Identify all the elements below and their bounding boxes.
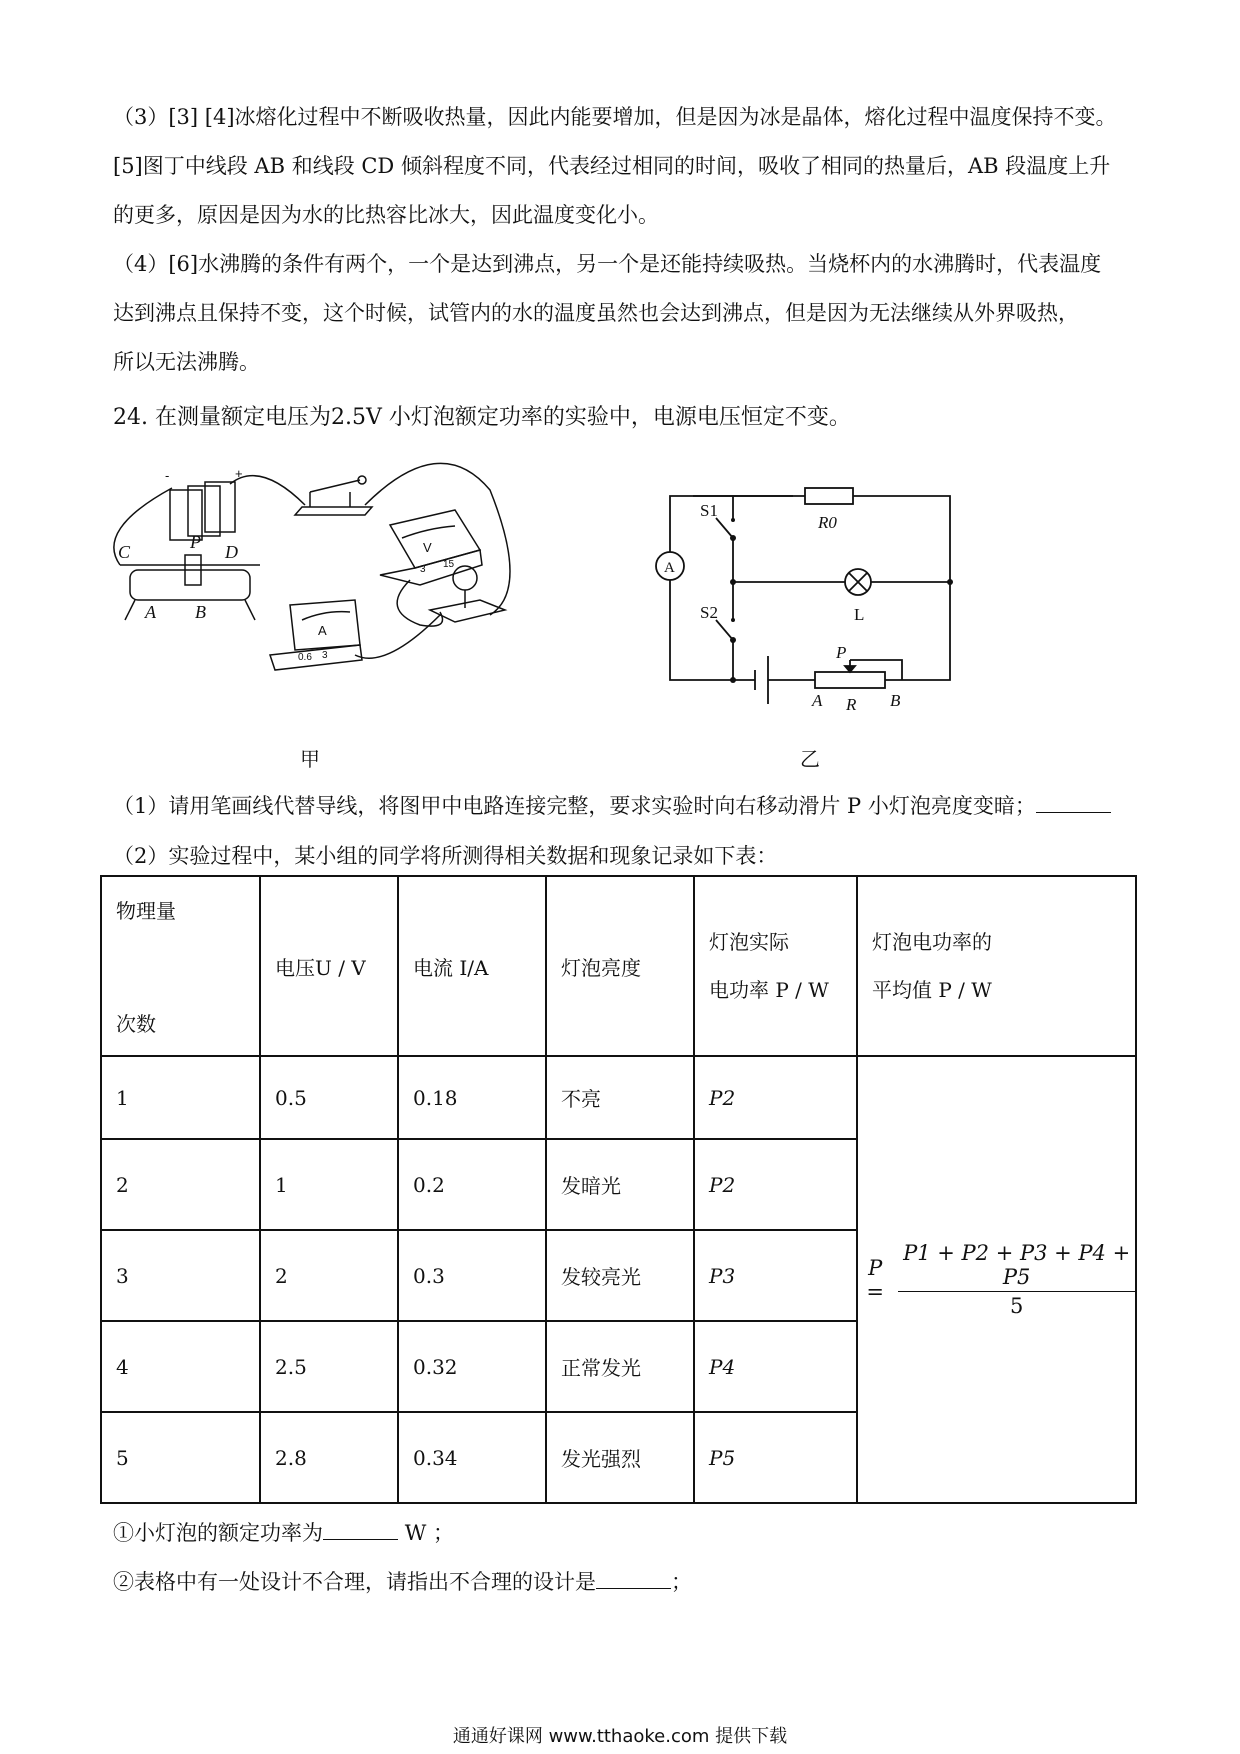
cell-b: 正常发光 <box>546 1321 694 1412</box>
cell-u: 0.5 <box>260 1056 398 1139</box>
label-p: P <box>836 643 847 662</box>
part1-label: （1）请用笔画线代替导线，将图甲中电路连接完整，要求实验时向右移动滑片 P 小灯泡亮度变暗； <box>113 794 1036 818</box>
label-a-06: 0.6 <box>298 652 312 663</box>
answer-1-suffix: W ； <box>404 1521 454 1545</box>
label-b: B <box>890 691 901 710</box>
answer-2 <box>113 1566 692 1596</box>
label-a-3: 3 <box>322 650 328 661</box>
label-voltmeter: V <box>423 540 432 555</box>
figure-yi-schematic <box>640 480 970 710</box>
formula-numerator: P1 + P2 + P3 + P4 + P5 <box>898 1241 1135 1292</box>
header-actual-power-l1: 灯泡实际 <box>709 930 789 954</box>
part2-text: （2）实验过程中，某小组的同学将所测得相关数据和现象记录如下表： <box>113 844 778 868</box>
lamp-base <box>430 600 505 622</box>
switch-s2-blade <box>716 620 733 640</box>
label-a: A <box>145 602 156 622</box>
label-r: R <box>846 695 857 710</box>
data-table <box>100 875 1137 1504</box>
label-minus: - <box>165 468 170 483</box>
resistor-r0 <box>805 488 853 504</box>
para4-line3: 所以无法沸腾。 <box>113 350 260 374</box>
switch-s1-blade <box>716 518 733 538</box>
cell-formula <box>857 1056 1136 1503</box>
label-v-3: 3 <box>420 564 426 575</box>
cell-i: 0.3 <box>398 1230 546 1321</box>
cell-p: P2 <box>694 1139 857 1230</box>
cell-b: 发暗光 <box>546 1139 694 1230</box>
label-c: C <box>118 542 131 562</box>
cell-n: 2 <box>101 1139 260 1230</box>
header-avg-power <box>857 876 1136 1056</box>
header-corner <box>101 876 260 1056</box>
switch-base <box>295 507 372 515</box>
battery-cell-2 <box>188 486 220 536</box>
lamp-bulb <box>453 566 477 590</box>
cell-p: P2 <box>694 1056 857 1139</box>
header-actual-power <box>694 876 857 1056</box>
header-current: 电流 I/A <box>398 876 546 1056</box>
cell-b: 发较亮光 <box>546 1230 694 1321</box>
header-actual-power-l2: 电功率 P / W <box>709 978 829 1002</box>
cell-n: 4 <box>101 1321 260 1412</box>
voltmeter-face <box>390 510 480 568</box>
paragraph-4 <box>113 240 1133 387</box>
label-ammeter: A <box>318 623 327 638</box>
cell-p: P4 <box>694 1321 857 1412</box>
cell-i: 0.34 <box>398 1412 546 1503</box>
table-row <box>101 1056 1136 1139</box>
label-s2: S2 <box>700 603 718 622</box>
header-avg-power-l1: 灯泡电功率的 <box>872 930 992 954</box>
cell-i: 0.18 <box>398 1056 546 1139</box>
label-v-15: 15 <box>443 559 455 570</box>
label-p: P <box>190 532 201 552</box>
figure-jia-circuit <box>110 450 580 740</box>
label-b: B <box>195 602 206 622</box>
cell-n: 1 <box>101 1056 260 1139</box>
cell-i: 0.32 <box>398 1321 546 1412</box>
label-plus: + <box>235 466 243 481</box>
header-avg-power-l2: 平均值 P / W <box>872 978 992 1002</box>
header-brightness: 灯泡亮度 <box>546 876 694 1056</box>
formula-denominator: 5 <box>1009 1294 1024 1318</box>
label-r0: R0 <box>818 513 837 532</box>
figure-yi-label: 乙 <box>800 747 820 771</box>
answer-2-suffix: ； <box>671 1570 692 1594</box>
cell-n: 5 <box>101 1412 260 1503</box>
cell-u: 2.8 <box>260 1412 398 1503</box>
question-title: 24. 在测量额定电压为2.5V 小灯泡额定功率的实验中，电源电压恒定不变。 <box>113 405 851 430</box>
para4-line2: 达到沸点且保持不变，这个时候，试管内的水的温度虽然也会达到沸点，但是因为无法继续从外界吸热， <box>113 301 1079 325</box>
header-corner-top: 物理量 <box>116 899 176 923</box>
header-voltage: 电压U / V <box>260 876 398 1056</box>
label-d: D <box>225 542 238 562</box>
answer-1-prefix: ①小灯泡的额定功率为 <box>113 1521 323 1545</box>
cell-u: 1 <box>260 1139 398 1230</box>
rheostat-r <box>815 672 885 688</box>
answer-2-prefix: ②表格中有一处设计不合理，请指出不合理的设计是 <box>113 1570 596 1594</box>
header-corner-bottom: 次数 <box>116 1012 156 1036</box>
cell-b: 不亮 <box>546 1056 694 1139</box>
cell-p: P3 <box>694 1230 857 1321</box>
part1-blank[interactable] <box>1036 794 1111 813</box>
label-ammeter: A <box>664 560 675 576</box>
cell-n: 3 <box>101 1230 260 1321</box>
label-s1: S1 <box>700 501 718 520</box>
answer-2-blank[interactable] <box>596 1570 671 1589</box>
para3-line1: （3）[3] [4]冰熔化过程中不断吸收热量，因此内能要增加，但是因为冰是晶体，熔化过程中温度保持不变。 <box>113 105 1117 129</box>
part1-text <box>113 790 1111 820</box>
cell-b: 发光强烈 <box>546 1412 694 1503</box>
cell-u: 2.5 <box>260 1321 398 1412</box>
answer-1-blank[interactable] <box>323 1521 398 1540</box>
para4-line1: （4）[6]水沸腾的条件有两个，一个是达到沸点，另一个是还能持续吸热。当烧杯内的水沸腾时，代表温度 <box>113 252 1102 276</box>
paragraph-3 <box>113 93 1133 240</box>
cell-u: 2 <box>260 1230 398 1321</box>
para3-line3: 的更多，原因是因为水的比热容比冰大，因此温度变化小。 <box>113 203 659 227</box>
page-footer: 通通好课网 www.tthaoke.com 提供下载 <box>452 1726 788 1747</box>
formula-left: P = <box>866 1255 884 1304</box>
cell-i: 0.2 <box>398 1139 546 1230</box>
para3-line2: [5]图丁中线段 AB 和线段 CD 倾斜程度不同，代表经过相同的时间，吸收了相同的热量后，AB 段温度上升 <box>113 154 1111 178</box>
label-l: L <box>854 605 865 624</box>
figure-jia-label: 甲 <box>300 747 320 771</box>
cell-p: P5 <box>694 1412 857 1503</box>
label-a: A <box>812 691 823 710</box>
answer-1 <box>113 1517 454 1547</box>
